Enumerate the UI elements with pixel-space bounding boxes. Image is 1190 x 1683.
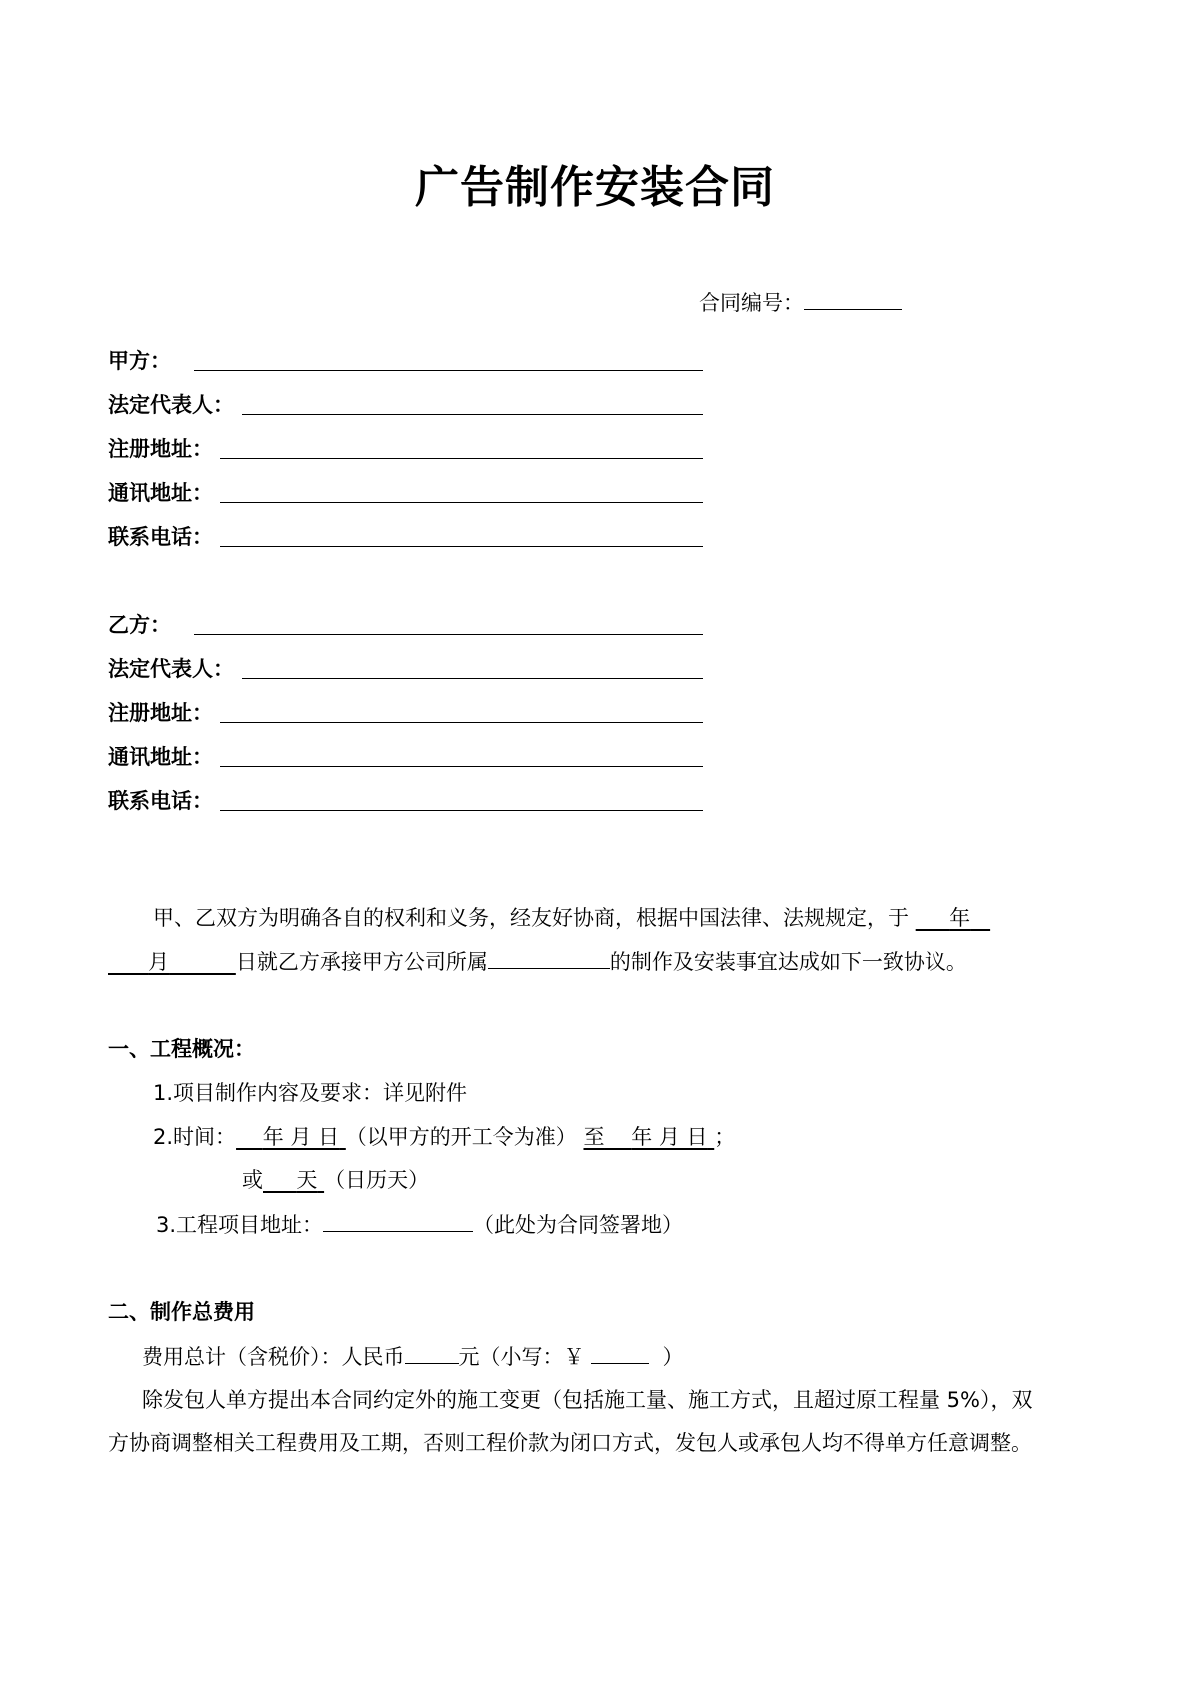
party-a-rep-row <box>108 390 234 420</box>
intro-text-2: 日就乙方承接甲方公司所属 <box>235 950 488 974</box>
intro-month-label: 月 <box>148 950 170 974</box>
party-b-reg-addr-row <box>108 698 213 728</box>
party-a-phone-row <box>108 522 213 552</box>
party-a-phone-label: 联系电话： <box>108 525 213 549</box>
item-3-label: 3.工程项目地址： <box>156 1213 324 1237</box>
section-1-item-1: 1.项目制作内容及要求：详见附件 <box>153 1081 468 1105</box>
intro-year-label: 年 <box>949 906 971 930</box>
fee-label: 费用总计（含税价）：人民币 <box>142 1345 405 1369</box>
intro-line-1 <box>153 903 990 933</box>
party-b-rep-blank[interactable] <box>242 678 703 679</box>
item-2-or-label: 或 <box>242 1168 263 1192</box>
item-2-days-note: （日历天） <box>324 1168 430 1192</box>
party-b-phone-label: 联系电话： <box>108 789 213 813</box>
intro-month[interactable] <box>108 950 236 974</box>
item-3-note: （此处为合同签署地） <box>473 1213 684 1237</box>
section-1-item-2-or <box>242 1165 429 1195</box>
section-1-heading: 一、工程概况： <box>108 1037 255 1061</box>
party-b-rep-row <box>108 654 234 684</box>
document-title: 广告制作安装合同 <box>415 162 775 213</box>
party-a-reg-addr-blank[interactable] <box>220 458 703 459</box>
party-a-reg-addr-label: 注册地址： <box>108 437 213 461</box>
intro-text-1: 甲、乙双方为明确各自的权利和义务，经友好协商，根据中国法律、法规规定，于 <box>153 906 909 930</box>
party-a-mail-addr-label: 通讯地址： <box>108 481 213 505</box>
section-1-item-3 <box>156 1209 683 1240</box>
contract-number-blank[interactable] <box>804 289 902 310</box>
contract-number <box>699 288 902 318</box>
item-2-days-label: 天 <box>296 1168 318 1192</box>
party-b-phone-row <box>108 786 213 816</box>
intro-project-blank[interactable] <box>488 946 610 969</box>
section-2-fee <box>142 1341 684 1372</box>
party-a-reg-addr-row <box>108 434 213 464</box>
section-1-item-2 <box>153 1122 735 1152</box>
item-2-days[interactable] <box>263 1168 324 1192</box>
item-2-date-from-label: 年 月 日 <box>262 1125 340 1149</box>
party-a-rep-label: 法定代表人： <box>108 393 234 417</box>
item-3-address-blank[interactable] <box>323 1209 473 1232</box>
item-2-label: 2.时间： <box>153 1125 237 1149</box>
item-2-to-label: 至 <box>583 1125 605 1149</box>
party-b-mail-addr-label: 通讯地址： <box>108 745 213 769</box>
item-2-date-from[interactable] <box>236 1125 346 1149</box>
intro-line-2 <box>108 946 967 977</box>
party-a-rep-blank[interactable] <box>242 414 703 415</box>
party-a-mail-addr-blank[interactable] <box>220 502 703 503</box>
intro-year[interactable] <box>916 906 990 930</box>
fee-small-blank[interactable] <box>591 1341 649 1364</box>
party-b-rep-label: 法定代表人： <box>108 657 234 681</box>
section-2-heading: 二、制作总费用 <box>108 1300 255 1324</box>
fee-amount-blank[interactable] <box>405 1341 459 1364</box>
party-a-label: 甲方： <box>108 349 171 373</box>
section-2-para-line-2: 方协商调整相关工程费用及工期，否则工程价款为闭口方式，发包人或承包人均不得单方任意调整。 <box>108 1431 1032 1455</box>
contract-number-label: 合同编号： <box>699 291 804 315</box>
party-b-mail-addr-blank[interactable] <box>220 766 703 767</box>
section-2-para-line-1: 除发包人单方提出本合同约定外的施工变更（包括施工量、施工方式，且超过原工程量 5%），双 <box>142 1388 1033 1412</box>
intro-text-3: 的制作及安装事宜达成如下一致协议。 <box>609 950 967 974</box>
party-a-blank[interactable] <box>194 370 703 371</box>
item-2-date-to[interactable]: 年 月 日 <box>631 1125 708 1149</box>
fee-close: ） <box>662 1345 684 1369</box>
party-b-row <box>108 610 171 640</box>
item-2-to <box>583 1125 714 1149</box>
party-b-phone-blank[interactable] <box>220 810 703 811</box>
party-b-reg-addr-label: 注册地址： <box>108 701 213 725</box>
party-a-row <box>108 346 171 376</box>
party-a-mail-addr-row <box>108 478 213 508</box>
item-2-end: ； <box>714 1125 736 1149</box>
party-b-reg-addr-blank[interactable] <box>220 722 703 723</box>
party-b-blank[interactable] <box>194 634 703 635</box>
item-2-note: （以甲方的开工令为准） <box>345 1125 577 1149</box>
fee-small-label: 元（小写：￥ <box>458 1345 585 1369</box>
party-b-mail-addr-row <box>108 742 213 772</box>
party-a-phone-blank[interactable] <box>220 546 703 547</box>
party-b-label: 乙方： <box>108 613 171 637</box>
